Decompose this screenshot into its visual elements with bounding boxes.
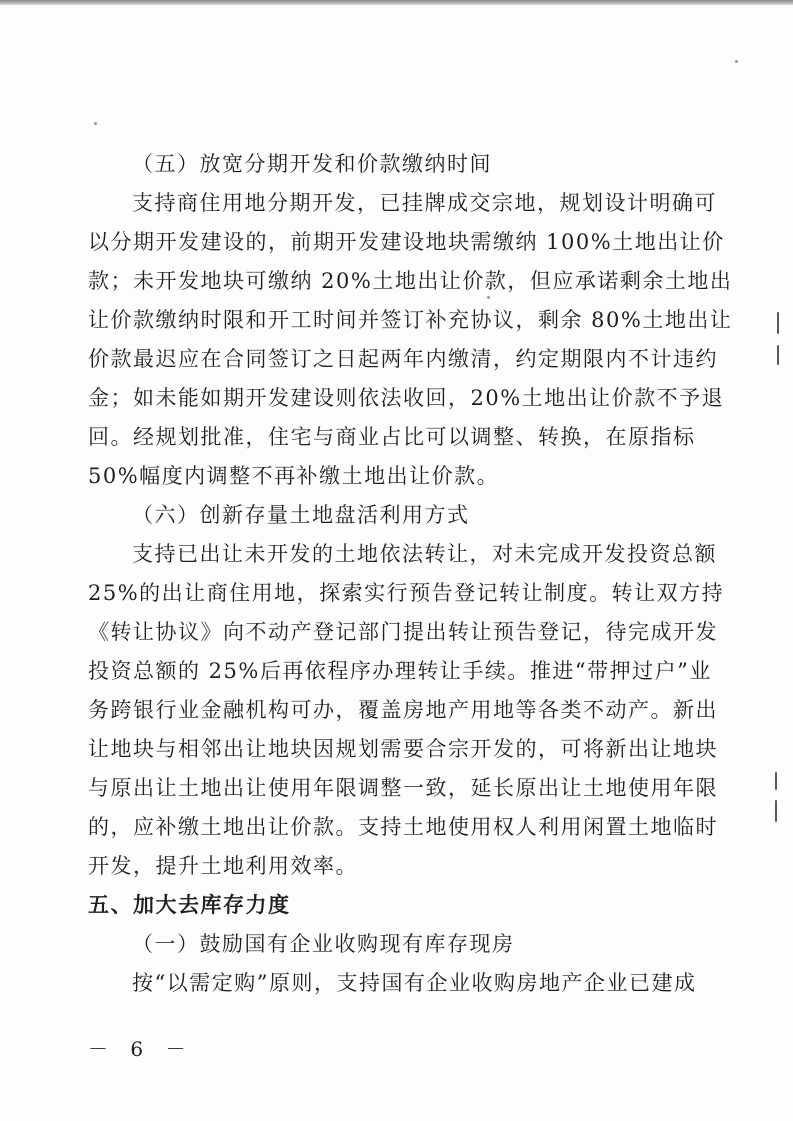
binding-mark — [777, 345, 779, 365]
subsection-heading-6: （六）创新存量土地盘活利用方式 — [132, 503, 470, 527]
scan-speck — [487, 296, 490, 299]
paragraph-line: 按“以需定购”原则，支持国有企业收购房地产企业已建成 — [132, 971, 697, 995]
paragraph-line: 让价款缴纳时限和开工时间并签订补充协议，剩余 80%土地出让 — [88, 308, 733, 332]
scan-speck — [735, 60, 738, 63]
section-heading-5: 五、加大去库存力度 — [88, 893, 291, 917]
paragraph-line: 价款最迟应在合同签订之日起两年内缴清，约定期限内不计违约 — [88, 347, 718, 371]
binding-mark — [775, 772, 777, 790]
paragraph-line: 支持已出让未开发的土地依法转让，对未完成开发投资总额 — [132, 542, 717, 566]
subsection-heading-5: （五）放宽分期开发和价款缴纳时间 — [132, 152, 492, 176]
scan-top-border — [0, 0, 793, 5]
binding-mark — [777, 312, 779, 334]
paragraph-line: 与原出让土地出让使用年限调整一致，延长原出让土地使用年限 — [88, 776, 718, 800]
paragraph-line: 让地块与相邻出让地块因规划需要合宗开发的，可将新出让地块 — [88, 737, 718, 761]
paragraph-line: 以分期开发建设的，前期开发建设地块需缴纳 100%土地出让价 — [88, 230, 725, 254]
paragraph-line: 50%幅度内调整不再补缴土地出让价款。 — [88, 464, 500, 488]
paragraph-line: 《转让协议》向不动产登记部门提出转让预告登记，待完成开发 — [88, 620, 718, 644]
subsection-heading-1: （一）鼓励国有企业收购现有库存现房 — [132, 932, 515, 956]
paragraph-line: 务跨银行业金融机构可办，覆盖房地产用地等各类不动产。新出 — [88, 698, 718, 722]
paragraph-line: 金；如未能如期开发建设则依法收回，20%土地出让价款不予退 — [88, 386, 725, 410]
page-number: － 6 － — [88, 1037, 194, 1061]
paragraph-line: 的，应补缴土地出让价款。支持土地使用权人利用闲置土地临时 — [88, 815, 718, 839]
binding-mark — [775, 800, 777, 822]
paragraph-line: 款；未开发地块可缴纳 20%土地出让价款，但应承诺剩余土地出 — [88, 269, 733, 293]
paragraph-line: 投资总额的 25%后再依程序办理转让手续。推进“带押过户”业 — [88, 659, 712, 683]
paragraph-line: 支持商住用地分期开发，已挂牌成交宗地，规划设计明确可 — [132, 191, 717, 215]
paragraph-line: 回。经规划批准，住宅与商业占比可以调整、转换，在原指标 — [88, 425, 696, 449]
paragraph-line: 25%的出让商住用地，探索实行预告登记转让制度。转让双方持 — [88, 581, 725, 605]
scan-speck — [94, 122, 97, 125]
paragraph-line: 开发，提升土地利用效率。 — [88, 854, 358, 878]
